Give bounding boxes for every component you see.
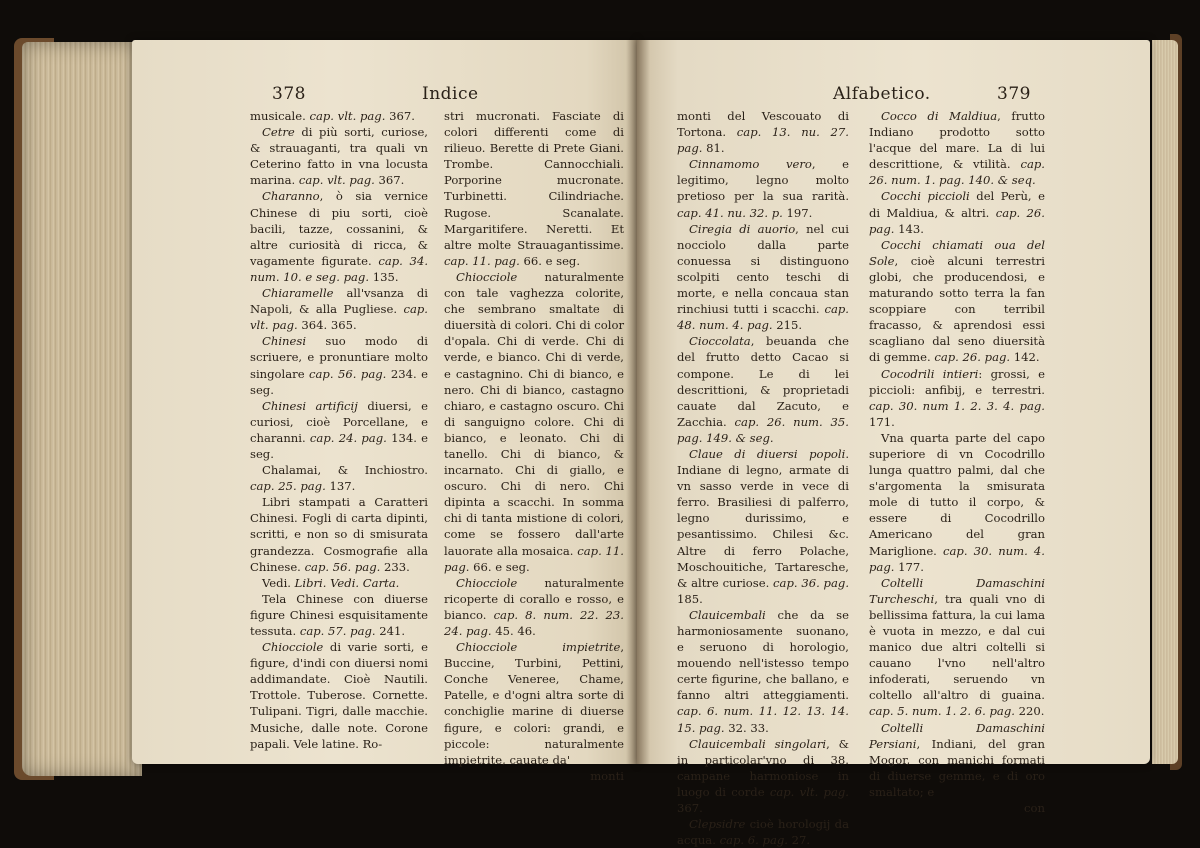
entry-text: Vna quarta parte del capo superiore di vn Cocodrillo lunga quattro palmi, dal che s'argomenta la smisurata mole di tutto il corpo, & essere di Cocodrillo Americano del gran Mariglione.	[869, 430, 1045, 558]
index-entry	[677, 221, 849, 334]
entry-reference: cap. vlt. pag.	[298, 173, 375, 188]
entry-term: Clauicembali	[689, 607, 766, 622]
entry-page-numbers: 45. 46.	[491, 624, 536, 638]
index-entry	[250, 108, 428, 124]
index-entry	[677, 607, 849, 736]
index-entry	[677, 108, 849, 156]
index-entry	[869, 430, 1045, 575]
left-page-column-1	[250, 108, 428, 752]
entry-term: Coltelli Damaschini Persiani	[869, 720, 1045, 751]
entry-text: , ò sia vernice Chinese di piu sorti, cioè bacili, tazze, cossanini, & altre curiosità di ricca, & vagamente figurate.	[250, 189, 428, 268]
entry-reference: cap. 26. num. 35. pag. 149. & seg.	[677, 414, 849, 445]
entry-term: Cioccolata	[689, 334, 751, 349]
index-entry	[869, 108, 1045, 188]
entry-page-numbers: 215.	[772, 318, 803, 333]
entry-reference: cap. 56. pag.	[304, 559, 381, 574]
entry-text: Libri stampati a Caratteri Chinesi. Fogli di carta dipinti, scritti, e non so di smisurata grandezza. Cosmografie alla Chinese.	[250, 495, 428, 574]
index-entry	[250, 188, 428, 285]
entry-term: Chiocciole	[262, 640, 324, 655]
entry-text: monti del Vescouato di Tortona.	[677, 109, 849, 140]
entry-text: , beuanda che del frutto detto Cacao si compone. Le di lei descrittioni, & proprietadi cauate dal Zacuto, e Zacchia.	[677, 334, 849, 429]
right-page-column-1	[677, 108, 849, 848]
entry-text: Vedi.	[262, 575, 295, 590]
page-edges-right	[1152, 40, 1178, 764]
entry-text: , & in particolar'vno di 38. campane harmoniose in luogo di corde	[677, 736, 849, 799]
page-number-left: 378	[272, 84, 306, 104]
entry-term: Chiocciole impietrite	[456, 640, 621, 655]
index-entry	[444, 768, 624, 784]
index-entry	[677, 156, 849, 220]
entry-text: , Buccine, Turbini, Pettini, Conche Veneree, Chame, Patelle, e d'ogni altra sorte di conchiglie marine di diuerse figure, e colori: grandi, e piccole: naturalmente impietrite, cauate da'	[444, 640, 624, 767]
index-entry	[677, 816, 849, 848]
index-entry	[444, 575, 624, 639]
entry-text: , tra quali vno di bellissima fattura, la cui lama è vuota in mezzo, e dal cui manico due altri coltelli si cauano l'vno nell'altro infoderati, seruendo vn coltello all'altro di guaina.	[869, 591, 1045, 703]
entry-reference: cap. 5. num. 1. 2. 6. pag.	[869, 704, 1015, 719]
index-entry	[869, 575, 1045, 720]
entry-text: , frutto Indiano prodotto sotto l'acque del mare. La di lui descrittione, & vtilità.	[869, 109, 1045, 172]
book-gutter	[626, 40, 650, 764]
entry-page-numbers: 66. e seg.	[469, 559, 530, 574]
entry-term: Ciregia di auorio	[689, 221, 796, 236]
entry-reference: cap. vlt. pag.	[769, 784, 849, 799]
entry-page-numbers: 81.	[702, 141, 725, 156]
entry-page-numbers: 241.	[375, 624, 406, 638]
entry-term: Cinnamomo vero	[689, 157, 812, 172]
entry-reference: cap. 26. pag.	[934, 350, 1011, 365]
entry-term: Coltelli Damaschini Turcheschi	[869, 575, 1045, 606]
entry-page-numbers: 367.	[677, 801, 703, 816]
entry-page-numbers: 171.	[869, 414, 895, 429]
entry-text: stri mucronati. Fasciate di colori differenti come di rilieuo. Berette di Prete Giani. Trombe. Cannocchiali. Porporine mucronate. Turbinetti. Cilindriache. Rugose. Scanalate. Margaritifere. Neretti. Et altre molte Strauagantissime.	[444, 109, 624, 252]
index-entry	[869, 188, 1045, 236]
entry-reference: cap. 36. pag.	[773, 575, 850, 590]
entry-reference: cap. 13. nu. 27. pag.	[677, 125, 849, 156]
entry-page-numbers: 367.	[374, 173, 405, 188]
index-entry	[444, 639, 624, 768]
entry-term: Chiocciole	[456, 269, 518, 284]
entry-page-numbers: 220.	[1014, 704, 1045, 719]
entry-term: Cocodrili intieri	[881, 366, 979, 381]
entry-reference: cap. 34. num. 10. e seg. pag.	[250, 253, 428, 284]
entry-term: Cocco di Maldiua	[881, 109, 998, 123]
index-entry	[869, 800, 1045, 816]
entry-term: Clauicembali singolari	[689, 736, 827, 751]
entry-page-numbers: 233.	[380, 559, 410, 574]
index-entry	[677, 446, 849, 607]
entry-term: Chiocciole	[456, 575, 518, 590]
entry-text: , e legitimo, legno molto pretioso per la sua rarità.	[677, 157, 849, 204]
entry-reference: cap. 6. pag.	[719, 833, 788, 848]
entry-term: Charanno	[262, 189, 320, 204]
index-entry	[250, 333, 428, 397]
index-entry	[250, 494, 428, 574]
index-entry	[677, 736, 849, 816]
entry-text: del Perù, e di Maldiua, & altri.	[869, 189, 1045, 220]
entry-reference: cap. 25. pag.	[250, 479, 326, 494]
entry-reference: cap. 26. pag.	[869, 205, 1045, 236]
entry-reference: cap. 8. num. 22. 23. 24. pag.	[444, 607, 624, 638]
entry-page-numbers: 142.	[1010, 350, 1040, 365]
running-head-left: Indice	[422, 84, 479, 104]
entry-page-numbers: 197.	[782, 205, 813, 220]
entry-text: di più sorti, curiose, & strauaganti, tra quali vn Ceterino fatto in vna locusta marina.	[250, 125, 428, 188]
running-head-right: Alfabetico.	[833, 84, 931, 104]
entry-page-numbers: 32. 33.	[724, 720, 769, 735]
entry-text: suo modo di scriuere, e pronuntiare molto singolare	[250, 334, 428, 381]
right-page	[637, 40, 1150, 848]
entry-text: all'vsanza di Napoli, & alla Pugliese.	[250, 286, 428, 317]
index-entry	[250, 591, 428, 639]
index-entry	[250, 124, 428, 188]
index-entry	[444, 269, 624, 575]
entry-term: Chinesi artificij	[262, 398, 358, 413]
entry-page-numbers: 137.	[325, 479, 356, 494]
entry-text: musicale.	[250, 109, 310, 123]
index-entry	[250, 285, 428, 333]
entry-term: Clepsidre	[689, 817, 746, 832]
entry-text: di varie sorti, e figure, d'indi con diuersi nomi addimandate. Cioè Nautili. Trottole. Tuberose. Cornette. Tulipani. Tigri, dalle macchie. Musiche, dalle note. Corone papali. Vele latine. Ro-	[250, 640, 428, 751]
index-entry	[250, 398, 428, 462]
entry-reference: cap. 57. pag.	[299, 624, 376, 638]
entry-page-numbers: 135.	[369, 269, 399, 284]
entry-text: , Indiani, del gran Mogor, con manichi formati di diuerse gemme, e di oro smaltato; e	[869, 736, 1045, 799]
entry-page-numbers: 27.	[787, 833, 811, 848]
entry-page-numbers: 134. e seg.	[250, 430, 429, 461]
entry-text: . Indiane di legno, armate di vn sasso verde in vece di ferro. Brasiliesi di palferro, legno durissimo, e pesantissimo. Chilesi &c. Altre di ferro Polache, Moschouitiche, Tartaresche, & altre curiose.	[677, 446, 849, 590]
entry-reference: cap. vlt. pag.	[250, 302, 428, 333]
entry-text: naturalmente ricoperte di corallo e rosso, e bianco.	[444, 575, 624, 622]
entry-page-numbers: 66. e seg.	[519, 253, 581, 268]
open-book	[14, 30, 1182, 848]
entry-term: Chiaramelle	[262, 286, 334, 301]
entry-reference: cap. 11. pag.	[444, 543, 624, 574]
entry-page-numbers: 364. 365.	[297, 318, 357, 333]
entry-text: , nel cui nocciolo dalla parte conuessa si distinguono scolpiti cento teschi di morte, e nella concaua stan rinchiusi tutti i scacchi.	[677, 221, 849, 317]
entry-reference: cap. 48. num. 4. pag.	[677, 302, 849, 333]
entry-reference: cap. 30. num 1. 2. 3. 4. pag.	[869, 398, 1045, 413]
entry-term: Cetre	[262, 125, 295, 140]
entry-page-numbers: 177.	[894, 559, 924, 574]
entry-reference: cap. vlt. pag.	[309, 109, 386, 123]
entry-reference: cap. 24. pag.	[309, 430, 387, 445]
entry-text: , cioè alcuni terrestri globi, che producendosi, e maturando sotto terra la fan scoppiare con terribil fracasso, & aprendosi essi scagliano dal seno diuersità di gemme.	[869, 253, 1045, 365]
index-entry	[869, 237, 1045, 366]
entry-page-numbers: 367.	[385, 109, 415, 123]
index-entry	[869, 366, 1045, 430]
index-entry	[250, 575, 428, 591]
entry-reference: cap. 26. num. 1. pag. 140. & seq.	[869, 157, 1045, 188]
index-entry	[250, 639, 428, 752]
entry-text: diuersi, e curiosi, cioè Porcellane, e charanni.	[250, 398, 428, 445]
entry-page-numbers: 143.	[894, 221, 924, 236]
entry-reference: cap. 30. num. 4. pag.	[869, 543, 1045, 574]
left-page	[132, 40, 637, 783]
entry-reference: cap. 41. nu. 32. p.	[677, 205, 783, 220]
index-entry	[677, 333, 849, 446]
entry-term: Claue di diuersi popoli	[689, 446, 846, 461]
right-page-column-2	[869, 108, 1045, 816]
entry-text: monti	[590, 768, 624, 783]
page-number-right: 379	[997, 84, 1031, 104]
entry-reference: cap. 6. num. 11. 12. 13. 14. 15. pag.	[677, 704, 849, 735]
entry-text: cioè horologij da acqua.	[677, 817, 849, 848]
left-page-column-2	[444, 108, 624, 784]
entry-text: naturalmente con tale vaghezza colorite, che sembrano smaltate di diuersità di colori. Chi di color d'opala. Chi di verde. Chi di verde, e bianco. Chi di verde, e castagnino. Chi di bianco, e nero. Chi di bianco, castagno chiaro, e castagno oscuro. Chi di sanguigno colore. Chi di bianco, e leonato. Chi di tanello. Chi di bianco, & incarnato. Chi di giallo, e oscuro. Chi di nero. Chi dipinta a scacchi. In somma chi di tanta mistione di colori, come se fossero dall'arte lauorate alla mosaica.	[444, 269, 624, 558]
entry-reference: cap. 11. pag.	[444, 253, 520, 268]
entry-term: Chinesi	[262, 334, 307, 349]
entry-text: : grossi, e piccioli: anfibij, e terrestri.	[869, 366, 1045, 397]
entry-text: che da se harmoniosamente suonano, e seruono di horologio, mouendo nell'istesso tempo certe figurine, che ballano, e fanno altri atteggiamenti.	[677, 607, 849, 703]
entry-text: con	[1024, 801, 1045, 816]
entry-page-numbers: 234. e seg.	[250, 366, 428, 397]
entry-page-numbers: 185.	[677, 591, 703, 606]
entry-text: Tela Chinese con diuerse figure Chinesi esquisitamente tessuta.	[250, 591, 428, 638]
index-entry	[869, 720, 1045, 800]
entry-term: Cocchi chiamati oua del Sole	[869, 237, 1045, 268]
entry-reference: cap. 56. pag.	[309, 366, 387, 381]
index-entry	[444, 108, 624, 269]
page-edges-left	[22, 42, 142, 776]
entry-text: Chalamai, & Inchiostro.	[262, 463, 428, 478]
index-entry	[250, 462, 428, 494]
entry-reference: Libri. Vedi. Carta.	[294, 575, 400, 590]
entry-term: Cocchi piccioli	[881, 189, 970, 204]
